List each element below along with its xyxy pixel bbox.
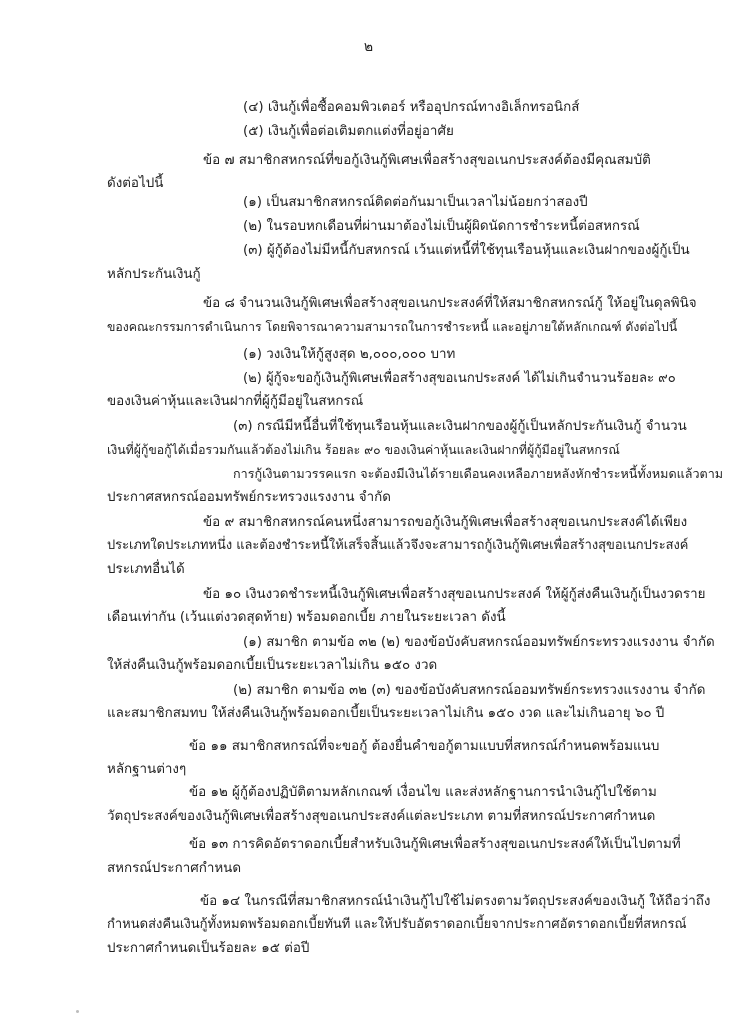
text-line: ให้ส่งคืนเงินกู้พร้อมดอกเบี้ยเป็นระยะเวลาไม่เกิน ๑๕๐ งวด xyxy=(107,658,438,673)
text-line: ข้อ ๑๒ ผู้กู้ต้องปฏิบัติตามหลักเกณฑ์ เงื่อนไข และส่งหลักฐานการนำเงินกู้ไปใช้ตาม xyxy=(189,785,657,800)
text-line: ประเภทใดประเภทหนึ่ง และต้องชำระหนี้ให้เสร็จสิ้นแล้วจึงจะสามารถกู้เงินกู้พิเศษเพื่อสร้างสุขอเนกประสงค์ xyxy=(107,538,689,553)
text-line: ประกาศกำหนดเป็นร้อยละ ๑๕ ต่อปี xyxy=(107,941,310,956)
text-line: ข้อ ๑๑ สมาชิกสหกรณ์ที่จะขอกู้ ต้องยื่นคำขอกู้ตามแบบที่สหกรณ์กำหนดพร้อมแนบ xyxy=(189,739,660,754)
text-line: เดือนเท่ากัน (เว้นแต่งวดสุดท้าย) พร้อมดอกเบี้ย ภายในระยะเวลา ดังนี้ xyxy=(107,610,506,625)
text-line: (๒) ผู้กู้จะขอกู้เงินกู้พิเศษเพื่อสร้างสุขอเนกประสงค์ ได้ไม่เกินจำนวนร้อยละ ๙๐ xyxy=(243,371,676,386)
text-line: (๓) กรณีมีหนี้อื่นที่ใช้ทุนเรือนหุ้นและเงินฝากของผู้กู้เป็นหลักประกันเงินกู้ จำนวน xyxy=(233,419,687,434)
text-line: ประกาศสหกรณ์ออมทรัพย์กระทรวงแรงงาน จำกัด xyxy=(107,490,391,505)
text-line: (๒) ในรอบหกเดือนที่ผ่านมาต้องไม่เป็นผู้ผิดนัดการชำระหนี้ต่อสหกรณ์ xyxy=(243,219,640,234)
text-line: ข้อ ๑๐ เงินงวดชำระหนี้เงินกู้พิเศษเพื่อสร้างสุขอเนกประสงค์ ให้ผู้กู้ส่งคืนเงินกู้เป็นงวดราย xyxy=(203,587,706,602)
text-line: (๕) เงินกู้เพื่อต่อเติมตกแต่งที่อยู่อาศัย xyxy=(243,124,454,139)
text-line: เงินที่ผู้กู้ขอกู้ได้เมื่อรวมกันแล้วต้องไม่เกิน ร้อยละ ๙๐ ของเงินค่าหุ้นและเงินฝากที่ผู้กู้มีอยู่ในสหกรณ์ xyxy=(107,443,620,457)
text-line: ประเภทอื่นได้ xyxy=(107,562,185,577)
page-number: ๒ xyxy=(363,39,374,55)
text-line: วัตถุประสงค์ของเงินกู้พิเศษเพื่อสร้างสุขอเนกประสงค์แต่ละประเภท ตามที่สหกรณ์ประกาศกำหนด xyxy=(107,809,656,824)
text-line: ข้อ ๘ จำนวนเงินกู้พิเศษเพื่อสร้างสุขอเนกประสงค์ที่ให้สมาชิกสหกรณ์กู้ ให้อยู่ในดุลพินิจ xyxy=(203,296,697,311)
text-line: กำหนดส่งคืนเงินกู้ทั้งหมดพร้อมดอกเบี้ยทันที และให้ปรับอัตราดอกเบี้ยจากประกาศอัตราดอกเบี้ยที่สหกรณ์ xyxy=(107,917,687,932)
text-line: สหกรณ์ประกาศกำหนด xyxy=(107,861,242,876)
text-line: การกู้เงินตามวรรคแรก จะต้องมีเงินได้รายเดือนคงเหลือภายหลังหักชำระหนี้ทั้งหมดแล้วตาม xyxy=(233,466,724,481)
text-line: ข้อ ๑๔ ในกรณีที่สมาชิกสหกรณ์นำเงินกู้ไปใช้ไม่ตรงตามวัตถุประสงค์ของเงินกู้ ให้ถือว่าถึง xyxy=(200,894,711,909)
scan-speck xyxy=(76,1010,79,1013)
text-line: (๓) ผู้กู้ต้องไม่มีหนี้กับสหกรณ์ เว้นแต่หนี้ที่ใช้ทุนเรือนหุ้นและเงินฝากของผู้กู้เป็น xyxy=(243,243,690,258)
text-line: (๑) สมาชิก ตามข้อ ๓๒ (๒) ของข้อบังคับสหกรณ์ออมทรัพย์กระทรวงแรงงาน จำกัด xyxy=(243,635,715,650)
text-line: ของเงินค่าหุ้นและเงินฝากที่ผู้กู้มีอยู่ในสหกรณ์ xyxy=(107,394,364,409)
text-line: หลักประกันเงินกู้ xyxy=(107,267,201,282)
text-line: (๒) สมาชิก ตามข้อ ๓๒ (๓) ของข้อบังคับสหกรณ์ออมทรัพย์กระทรวงแรงงาน จำกัด xyxy=(233,683,706,698)
text-line: ดังต่อไปนี้ xyxy=(107,176,164,191)
text-line: ของคณะกรรมการดำเนินการ โดยพิจารณาความสามารถในการชำระหนี้ และอยู่ภายใต้หลักเกณฑ์ ดังต่อไปนี้ xyxy=(107,320,678,334)
text-line: (๔) เงินกู้เพื่อซื้อคอมพิวเตอร์ หรืออุปกรณ์ทางอิเล็กทรอนิกส์ xyxy=(243,100,580,115)
text-line: ข้อ ๗ สมาชิกสหกรณ์ที่ขอกู้เงินกู้พิเศษเพื่อสร้างสุขอเนกประสงค์ต้องมีคุณสมบัติ xyxy=(203,153,651,168)
text-line: หลักฐานต่างๆ xyxy=(107,762,187,777)
text-line: ข้อ ๑๓ การคิดอัตราดอกเบี้ยสำหรับเงินกู้พิเศษเพื่อสร้างสุขอเนกประสงค์ให้เป็นไปตามที่ xyxy=(189,837,681,852)
text-line: (๑) เป็นสมาชิกสหกรณ์ติดต่อกันมาเป็นเวลาไม่น้อยกว่าสองปี xyxy=(243,195,588,210)
text-line: และสมาชิกสมทบ ให้ส่งคืนเงินกู้พร้อมดอกเบี้ยเป็นระยะเวลาไม่เกิน ๑๕๐ งวด และไม่เกินอายุ ๖๐ ปี xyxy=(107,706,665,721)
text-line: (๑) วงเงินให้กู้สูงสุด ๒,๐๐๐,๐๐๐ บาท xyxy=(243,347,456,362)
text-line: ข้อ ๙ สมาชิกสหกรณ์คนหนึ่งสามารถขอกู้เงินกู้พิเศษเพื่อสร้างสุขอเนกประสงค์ได้เพียง xyxy=(203,515,688,530)
